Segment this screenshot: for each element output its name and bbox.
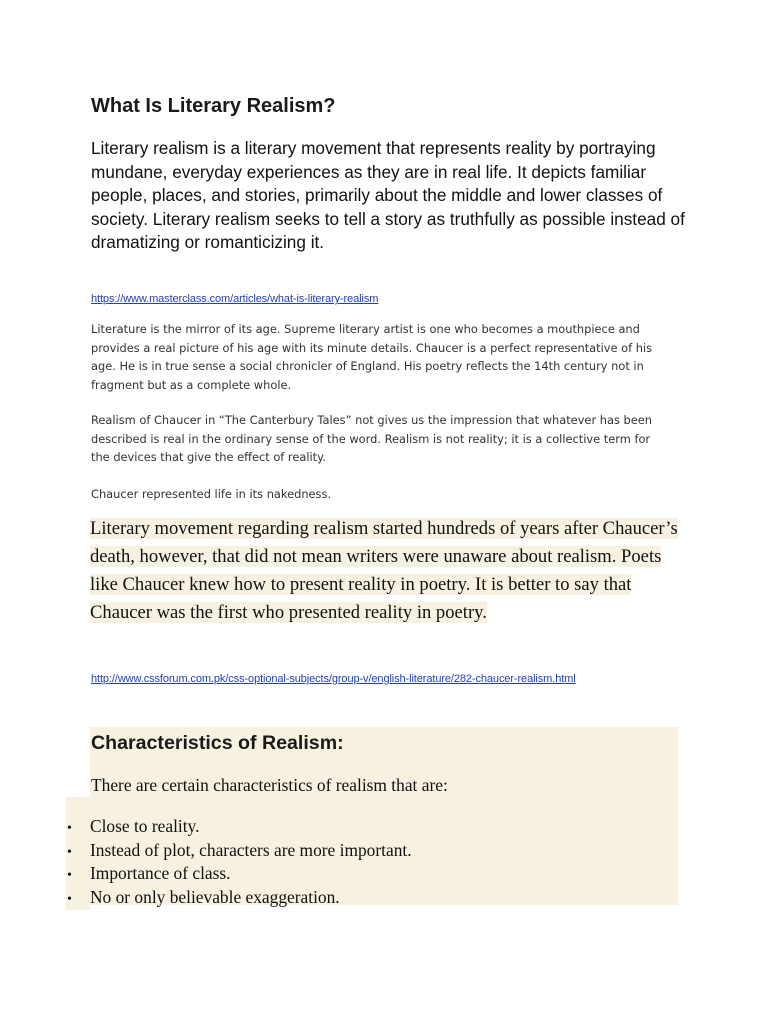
characteristics-heading: Characteristics of Realism:	[91, 732, 344, 754]
paragraph-realism-of-chaucer: Realism of Chaucer in “The Canterbury Tales” not gives us the impression that whatever has been described is real in the ordinary sense of the word. Realism is not reality; it is a collective term for the devices that give the effect of reality.	[91, 413, 652, 464]
bullet-icon: •	[67, 821, 72, 836]
list-item: • Importance of class.	[66, 862, 666, 886]
bullet-icon: •	[67, 844, 72, 860]
page-title: What Is Literary Realism?	[91, 95, 336, 117]
characteristics-list	[66, 815, 666, 909]
list-item: • No or only believable exaggeration.	[66, 886, 666, 910]
list-item: • Close to reality.	[66, 815, 666, 839]
highlighted-quote-text: Literary movement regarding realism started hundreds of years after Chaucer’s death, however, that did not mean writers were unaware about realism. Poets like Chaucer knew how to present reality in poetry. It is better to say that Chaucer was the first who presented reality in poetry.	[90, 518, 678, 623]
list-item: • Instead of plot, characters are more important.	[66, 839, 666, 863]
masterclass-link[interactable]: https://www.masterclass.com/articles/what-is-literary-realism	[91, 293, 379, 305]
bullet-icon: •	[67, 891, 72, 907]
cssforum-link[interactable]: http://www.cssforum.com.pk/css-optional-subjects/group-v/english-literature/282-chaucer-realism.html	[91, 673, 576, 685]
paragraph-mirror-of-age: Literature is the mirror of its age. Supreme literary artist is one who becomes a mouthpiece and provides a real picture of his age with its minute details. Chaucer is a perfect representative of his age. He is in true sense a social chronicler of England. His poetry reflects the 14th century not in fragment but as a complete whole.	[91, 322, 653, 392]
lead-paragraph: Literary realism is a literary movement that represents reality by portraying mundane, everyday experiences as they are in real life. It depicts familiar people, places, and stories, primarily about the middle and lower classes of society. Literary realism seeks to tell a story as truthfully as possible instead of dramatizing or romanticizing it.	[91, 138, 685, 252]
bullet-icon: •	[67, 868, 72, 883]
highlighted-quote	[90, 515, 680, 627]
paragraph-nakedness: Chaucer represented life in its nakedness.	[91, 487, 332, 501]
characteristics-intro: There are certain characteristics of realism that are:	[91, 775, 448, 795]
